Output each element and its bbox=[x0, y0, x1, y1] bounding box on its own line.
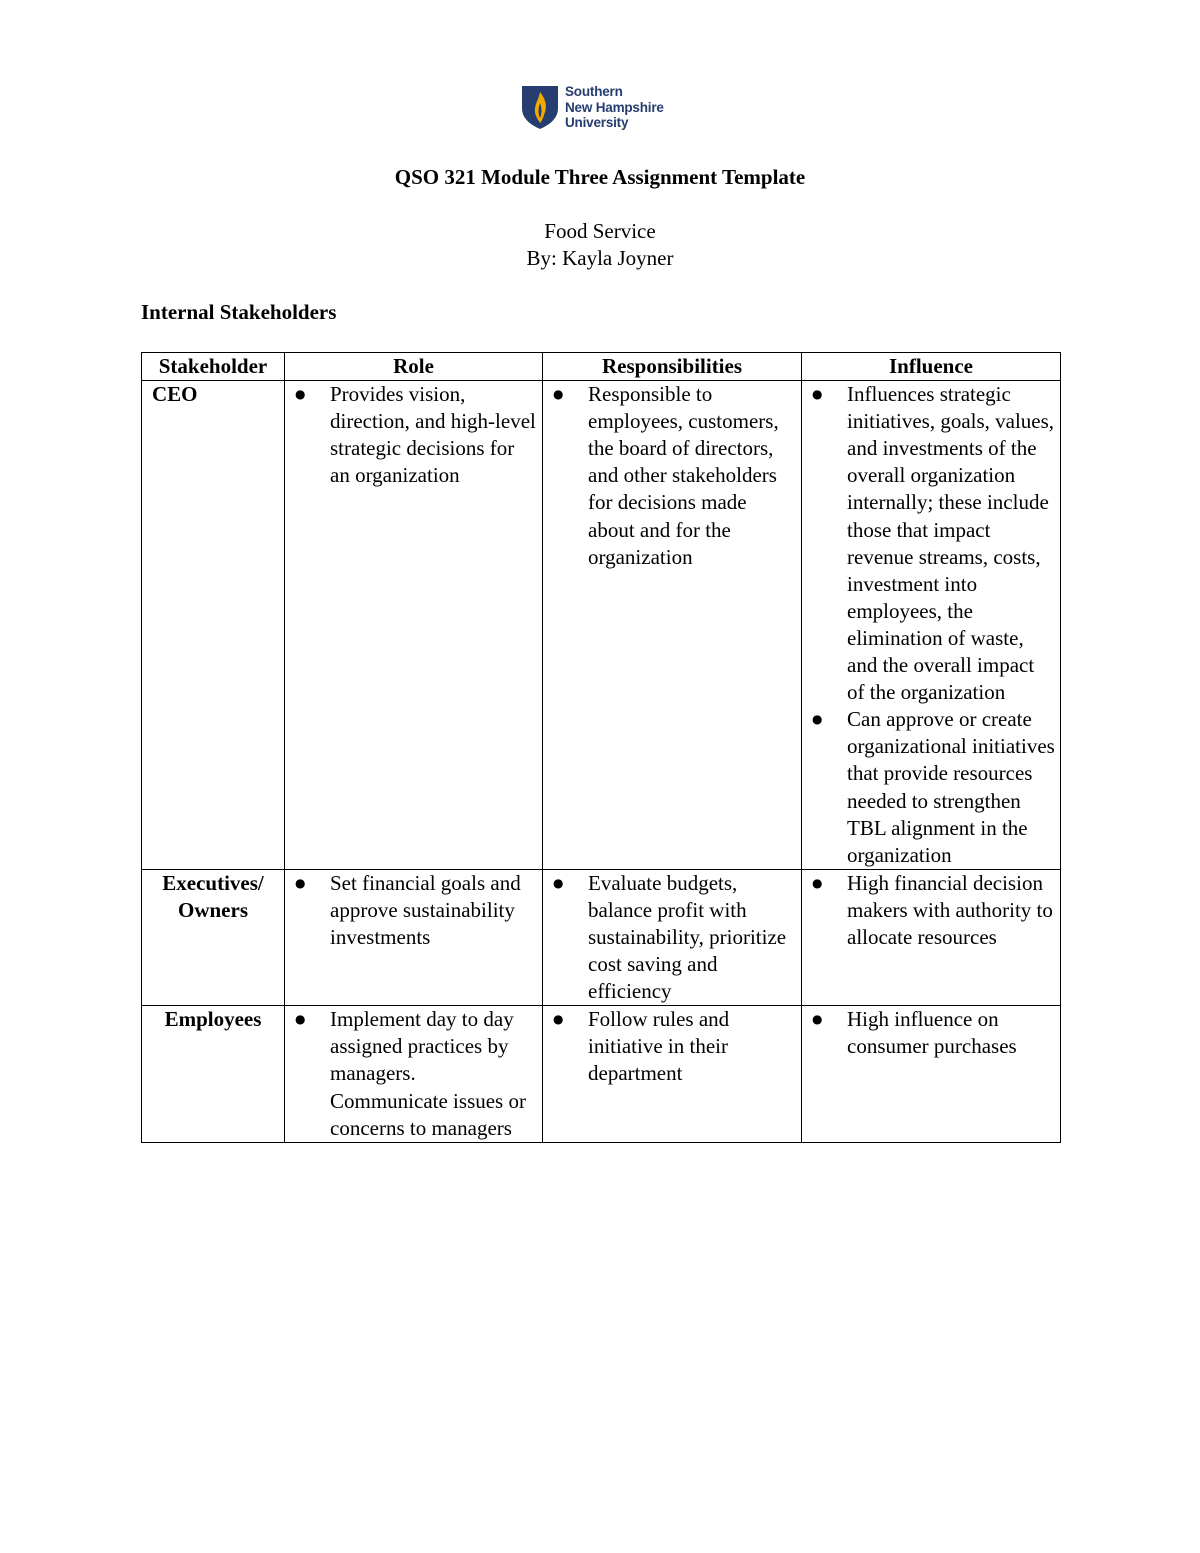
list-item: ● Follow rules and initiative in their department bbox=[543, 1006, 801, 1087]
column-header-responsibilities: Responsibilities bbox=[543, 353, 802, 381]
responsibilities-cell bbox=[543, 869, 802, 1005]
logo-wordmark bbox=[565, 84, 664, 131]
table-row bbox=[142, 381, 1061, 870]
influence-cell bbox=[802, 869, 1061, 1005]
document-subtitle: Food Service bbox=[544, 219, 656, 243]
list-item: ● Set financial goals and approve sustainability investments bbox=[285, 870, 542, 951]
list-item: ● Responsible to employees, customers, the board of directors, and other stakeholders for decisions made about and for the organization bbox=[543, 381, 801, 571]
responsibilities-cell bbox=[543, 1006, 802, 1142]
list-item: ● High influence on consumer purchases bbox=[802, 1006, 1060, 1060]
university-logo bbox=[520, 84, 664, 131]
role-cell bbox=[285, 869, 543, 1005]
stakeholder-name: CEO bbox=[142, 381, 285, 870]
list-item: ● Evaluate budgets, balance profit with sustainability, prioritize cost saving and efficiency bbox=[543, 870, 801, 1005]
logo-line: University bbox=[565, 115, 629, 130]
list-item: ● Influences strategic initiatives, goals, values, and investments of the overall organization internally; these include those that impact revenue streams, costs, investment into employees, the elimination of waste, and the overall impact of the organization bbox=[802, 381, 1060, 706]
table-header-row bbox=[142, 353, 1061, 381]
list-item: ● Implement day to day assigned practices by managers. Communicate issues or concerns to managers bbox=[285, 1006, 542, 1141]
list-item: ● Can approve or create organizational initiatives that provide resources needed to strengthen TBL alignment in the organization bbox=[802, 706, 1060, 869]
list-item: ● Provides vision, direction, and high-level strategic decisions for an organization bbox=[285, 381, 542, 489]
role-cell bbox=[285, 1006, 543, 1142]
flame-shield-icon bbox=[520, 84, 560, 130]
list-item: ● High financial decision makers with authority to allocate resources bbox=[802, 870, 1060, 951]
document-title: QSO 321 Module Three Assignment Template bbox=[394, 165, 806, 189]
stakeholders-table bbox=[141, 352, 1061, 1143]
stakeholder-name: Employees bbox=[142, 1006, 285, 1142]
logo-line: New Hampshire bbox=[565, 99, 664, 115]
document-author: By: Kayla Joyner bbox=[526, 246, 674, 270]
section-heading: Internal Stakeholders bbox=[141, 300, 337, 324]
table-row bbox=[142, 1006, 1061, 1142]
influence-cell bbox=[802, 1006, 1061, 1142]
table-row bbox=[142, 869, 1061, 1005]
role-cell bbox=[285, 381, 543, 870]
responsibilities-cell bbox=[543, 381, 802, 870]
column-header-influence: Influence bbox=[802, 353, 1061, 381]
stakeholder-name: Executives/ Owners bbox=[142, 869, 285, 1005]
influence-cell bbox=[802, 381, 1061, 870]
column-header-stakeholder: Stakeholder bbox=[142, 353, 285, 381]
column-header-role: Role bbox=[285, 353, 543, 381]
logo-line: Southern bbox=[565, 84, 623, 99]
